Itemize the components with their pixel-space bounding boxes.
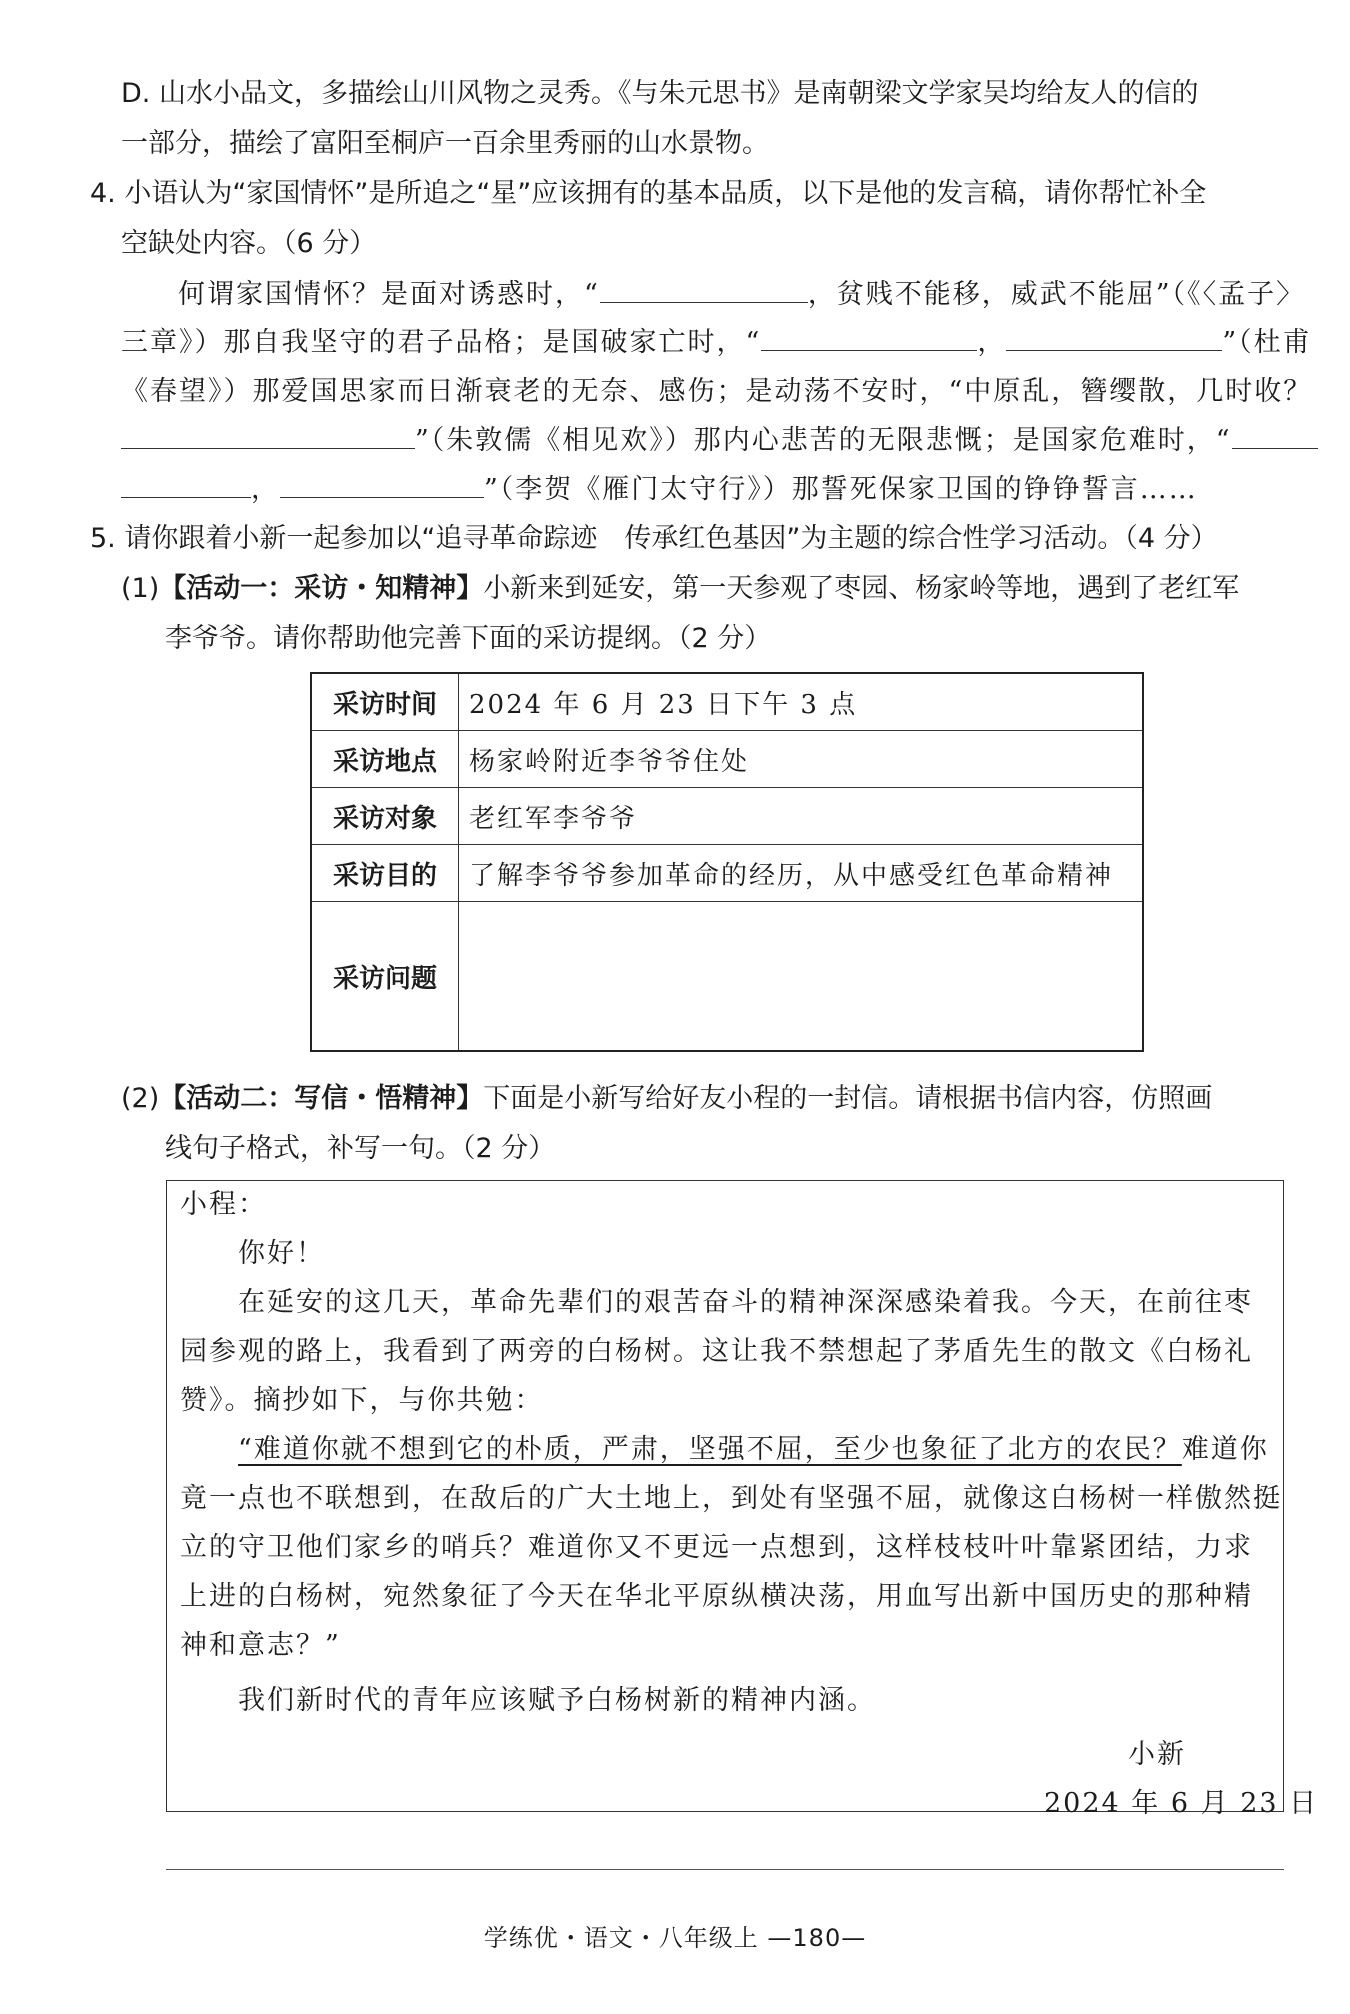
letter-date: 2024 年 6 月 23 日 — [1044, 1788, 1319, 1819]
table-row — [311, 902, 1143, 1052]
row-value: 2024 年 6 月 23 日下午 3 点 — [459, 673, 1144, 731]
table-row — [311, 673, 1143, 731]
q4-passage-line4 — [121, 421, 1318, 461]
q4-text: ”（杜甫 — [1222, 327, 1312, 358]
quote-text: 难道你 — [1181, 1434, 1269, 1465]
q5-sub1-line1 — [121, 569, 1239, 609]
q4-text: ，贫贱不能移，威武不能屈”（《〈孟子〉 — [807, 279, 1306, 310]
activity-tag: 【活动一：采访・知精神】 — [159, 573, 484, 604]
table-row — [311, 788, 1143, 845]
letter-body-line1: 在延安的这几天，革命先辈们的艰苦奋斗的精神深深感染着我。今天，在前往枣 — [238, 1287, 1253, 1318]
q4-text: ”（朱敦儒《相见欢》）那内心悲苦的无限悲慨；是国家危难时，“ — [415, 425, 1232, 456]
sub-number: (1) — [121, 573, 160, 604]
q4-text: 三章》）那自我坚守的君子品格；是国破家亡时，“ — [121, 327, 762, 358]
q4-passage-line3: 《春望》）那爱国思家而日渐衰老的无奈、感伤；是动荡不安时，“中原乱，簪缨散，几时收？ — [121, 376, 1313, 407]
q4-passage-line1 — [178, 275, 1305, 315]
q3-option-d-line1: D. 山水小品文，多描绘山川风物之灵秀。《与朱元思书》是南朝梁文学家吴均给友人的信的 — [121, 78, 1199, 109]
row-value: 老红军李爷爷 — [459, 788, 1144, 845]
fill-blank-6[interactable] — [280, 471, 484, 498]
page-footer: 学练优・语文・八年级上 —180— — [483, 1924, 867, 1952]
answer-area[interactable] — [459, 902, 1144, 1052]
quote-line3: 立的守卫他们家乡的哨兵？难道你又不更远一点想到，这样枝枝叶叶靠紧团结，力求 — [180, 1532, 1253, 1563]
activity-tag: 【活动二：写信・悟精神】 — [159, 1083, 484, 1114]
q4-text: ”（李贺《雁门太守行》）那誓死保家卫国的铮铮誓言…… — [484, 474, 1198, 505]
row-value: 了解李爷爷参加革命的经历，从中感受红色革命精神 — [459, 845, 1144, 902]
letter-signer: 小新 — [1128, 1739, 1186, 1770]
fill-blank-1[interactable] — [600, 276, 808, 303]
fill-blank-2[interactable] — [761, 324, 977, 351]
quote-line4: 上进的白杨树，宛然象征了今天在华北平原纵横决荡，用血写出新中国历史的那种精 — [180, 1581, 1253, 1612]
letter-body-line2: 园参观的路上，我看到了两旁的白杨树。这让我不禁想起了茅盾先生的散文《白杨礼 — [180, 1336, 1253, 1367]
footer-divider — [166, 1869, 1284, 1870]
letter-closing: 我们新时代的青年应该赋予白杨树新的精神内涵。 — [238, 1685, 876, 1716]
q3-option-d-line2: 一部分，描绘了富阳至桐庐一百余里秀丽的山水景物。 — [121, 128, 769, 159]
table-row — [311, 845, 1143, 902]
fill-blank-3[interactable] — [1006, 324, 1222, 351]
q5-sub2-line1 — [121, 1079, 1212, 1119]
q4-stem-line1: 4. 小语认为“家国情怀”是所追之“星”应该拥有的基本品质，以下是他的发言稿，请你帮忙补全 — [90, 178, 1207, 209]
fill-blank-5b[interactable] — [121, 471, 251, 498]
q4-text: 何谓家国情怀？是面对诱惑时，“ — [178, 279, 600, 310]
q4-text: ， — [251, 474, 280, 505]
row-header: 采访地点 — [311, 731, 459, 788]
interview-outline-table — [310, 672, 1144, 1052]
sub-text: 下面是小新写给好友小程的一封信。请根据书信内容，仿照画 — [483, 1083, 1213, 1114]
letter-greeting: 你好！ — [238, 1238, 325, 1269]
row-value: 杨家岭附近李爷爷住处 — [459, 731, 1144, 788]
q5-stem: 5. 请你跟着小新一起参加以“追寻革命踪迹 传承红色基因”为主题的综合性学习活动。（4 分） — [90, 523, 1218, 554]
q5-sub1-line2: 李爷爷。请你帮助他完善下面的采访提纲。（2 分） — [165, 623, 772, 654]
row-header: 采访时间 — [311, 673, 459, 731]
row-header: 采访问题 — [311, 902, 459, 1052]
q5-sub2-line2: 线句子格式，补写一句。（2 分） — [165, 1133, 556, 1164]
letter-body-line3: 赞》。摘抄如下，与你共勉： — [180, 1385, 544, 1416]
q4-stem-line2: 空缺处内容。（6 分） — [121, 228, 377, 259]
letter-salutation: 小程： — [180, 1189, 267, 1220]
fill-blank-4[interactable] — [121, 422, 415, 449]
q4-text: ， — [977, 327, 1007, 358]
sub-text: 小新来到延安，第一天参观了枣园、杨家岭等地，遇到了老红军 — [483, 573, 1240, 604]
quote-line5: 神和意志？” — [180, 1630, 341, 1661]
underlined-sentence: “难道你就不想到它的朴质，严肃，坚强不屈，至少也象征了北方的农民？ — [238, 1434, 1182, 1465]
q4-passage-line2 — [121, 323, 1312, 363]
table-row — [311, 731, 1143, 788]
q4-passage-line5 — [121, 470, 1198, 510]
sub-number: (2) — [121, 1083, 160, 1114]
quote-line1 — [238, 1430, 1269, 1470]
row-header: 采访对象 — [311, 788, 459, 845]
fill-blank-5a[interactable] — [1232, 422, 1318, 449]
row-header: 采访目的 — [311, 845, 459, 902]
quote-line2: 竟一点也不联想到，在敌后的广大土地上，到处有坚强不屈，就像这白杨树一样傲然挺 — [180, 1483, 1282, 1514]
